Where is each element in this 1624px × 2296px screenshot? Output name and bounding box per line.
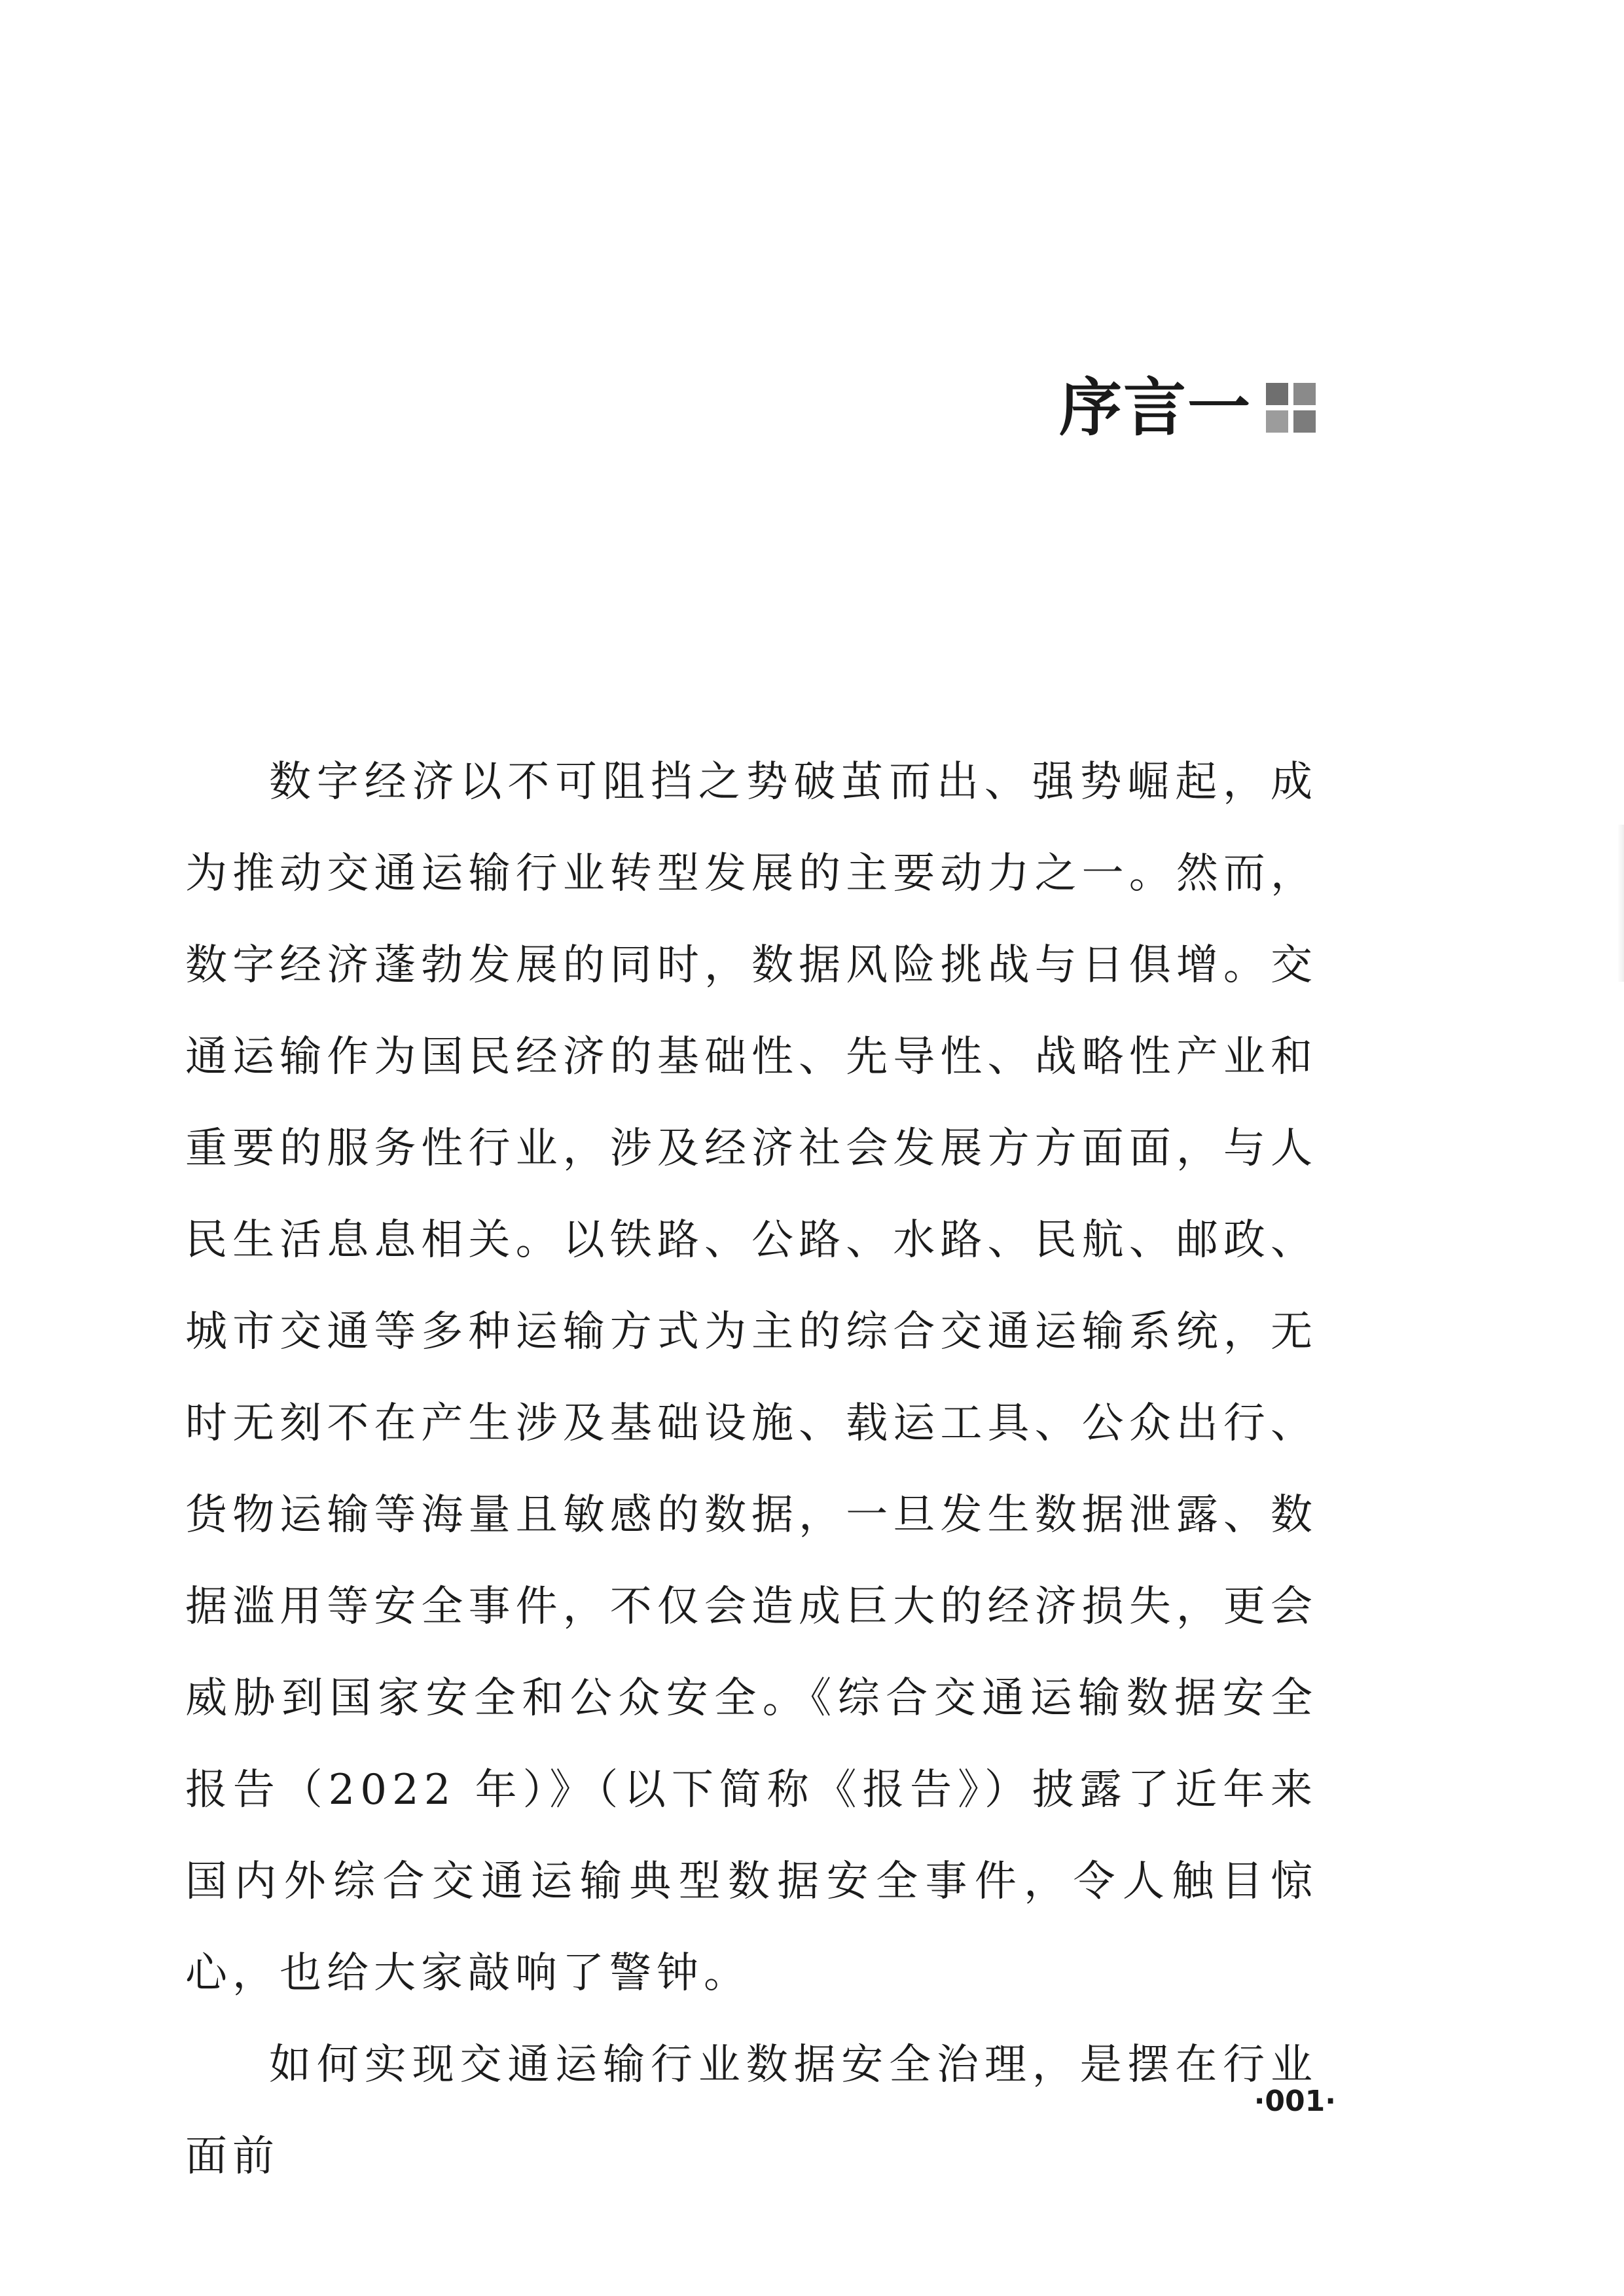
body-text <box>185 736 1318 2202</box>
page-title: 序言一 <box>1059 371 1252 444</box>
heading-squares-icon <box>1266 383 1316 433</box>
paragraph: 数字经济以不可阻挡之势破茧而出、强势崛起，成为推动交通运输行业转型发展的主要动力之一。然而，数字经济蓬勃发展的同时，数据风险挑战与日俱增。交通运输作为国民经济的基础性、先导性、战略性产业和重要的服务性行业，涉及经济社会发展方方面面，与人民生活息息相关。以铁路、公路、水路、民航、邮政、城市交通等多种运输方式为主的综合交通运输系统，无时无刻不在产生涉及基础设施、载运工具、公众出行、货物运输等海量且敏感的数据，一旦发生数据泄露、数据滥用等安全事件，不仅会造成巨大的经济损失，更会威胁到国家安全和公众安全。《综合交通运输数据安全报告（2022 年）》（以下简称《报告》）披露了近年来国内外综合交通运输典型数据安全事件，令人触目惊心，也给大家敲响了警钟。 <box>185 758 1318 1998</box>
paragraph: 如何实现交通运输行业数据安全治理，是摆在行业面前 <box>185 2041 1318 2181</box>
page-edge-shadow <box>1617 825 1624 982</box>
section-heading <box>1059 371 1316 444</box>
page-number: ·001· <box>1254 2085 1336 2118</box>
